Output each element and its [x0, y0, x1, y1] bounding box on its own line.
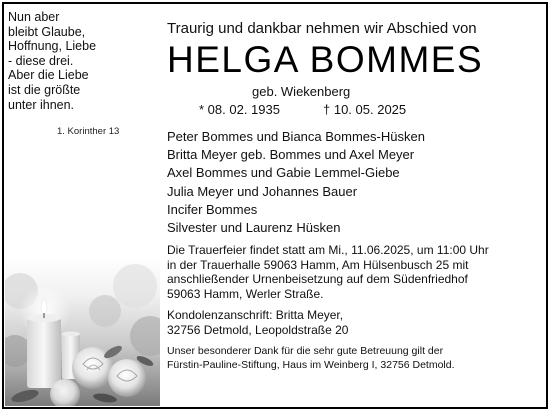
quote-line: bleibt Glaube,	[8, 24, 86, 39]
quote-line: - diese drei.	[8, 53, 74, 68]
quote-source: 1. Korinther 13	[57, 126, 120, 137]
intro-text: Traurig und dankbar nehmen wir Abschied von	[167, 20, 477, 37]
mourner-line: Axel Bommes und Gabie Lemmel-Giebe	[167, 165, 400, 181]
quote-line: ist die größte	[8, 82, 81, 97]
candle-roses-photo	[5, 256, 160, 406]
condolence-address	[167, 308, 348, 337]
mourner-line: Peter Bommes und Bianca Bommes-Hüsken	[167, 129, 425, 144]
mourners-list	[167, 128, 425, 237]
birth-date: * 08. 02. 1935	[199, 102, 280, 117]
thanks-line: Fürstin-Pauline-Stiftung, Haus im Weinberg I, 32756 Detmold.	[167, 358, 455, 371]
ceremony-line: 59063 Hamm, Werler Straße.	[167, 286, 324, 301]
mourner-line: Silvester und Laurenz Hüsken	[167, 220, 341, 236]
mourner-line: Britta Meyer geb. Bommes und Axel Meyer	[167, 147, 415, 163]
ceremony-line: in der Trauerhalle 59063 Hamm, Am Hülsenbusch 25 mit	[167, 257, 469, 272]
quote-line: Aber die Liebe	[8, 68, 89, 83]
candle-roses-image	[5, 256, 160, 406]
thanks-line: Unser besonderer Dank für die sehr gute Betreuung gilt der	[167, 345, 444, 357]
mourner-line: Julia Meyer und Johannes Bauer	[167, 183, 358, 199]
bible-quote	[8, 10, 143, 112]
deceased-name: HELGA BOMMES	[167, 39, 484, 80]
death-date: † 10. 05. 2025	[323, 102, 407, 117]
ceremony-line: anschließender Urnenbeisetzung auf dem Südenfriedhof	[167, 272, 468, 286]
quote-line: Hoffnung, Liebe	[8, 39, 97, 54]
mourner-line: Incifer Bommes	[167, 201, 258, 217]
thanks-note	[167, 345, 455, 372]
condolence-line: 32756 Detmold, Leopoldstraße 20	[167, 322, 349, 337]
condolence-line: Kondolenzanschrift: Britta Meyer,	[167, 308, 344, 322]
ceremony-info	[167, 243, 539, 301]
ceremony-line: Die Trauerfeier findet statt am Mi., 11.06.2025, um 11:00 Uhr	[167, 243, 489, 257]
quote-line: Nun aber	[8, 10, 60, 24]
quote-line: unter ihnen.	[8, 97, 75, 112]
birth-name: geb. Wiekenberg	[252, 84, 351, 99]
